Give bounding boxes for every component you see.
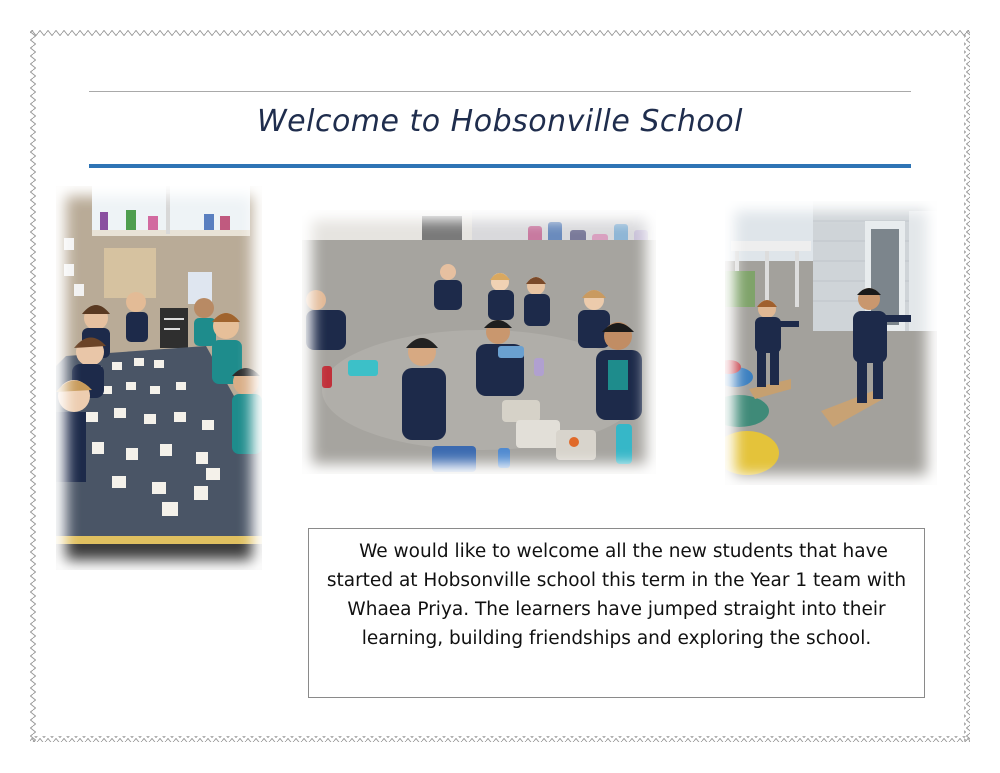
page-title: Welcome to Hobsonville School xyxy=(257,104,743,139)
welcome-caption-text: We would like to welcome all the new students that have started at Hobsonville school this term in the Year 1 team with Whaea Priya. The learners have jumped straight into their learning, building friendships and exploring the school. xyxy=(326,541,907,649)
top-divider-rule xyxy=(89,91,911,92)
title-underline-rule xyxy=(89,164,911,168)
welcome-caption-box xyxy=(308,528,925,698)
classroom-table-photo xyxy=(56,186,262,570)
balance-boards-photo xyxy=(725,201,937,485)
playground-lunch-photo xyxy=(302,210,656,474)
